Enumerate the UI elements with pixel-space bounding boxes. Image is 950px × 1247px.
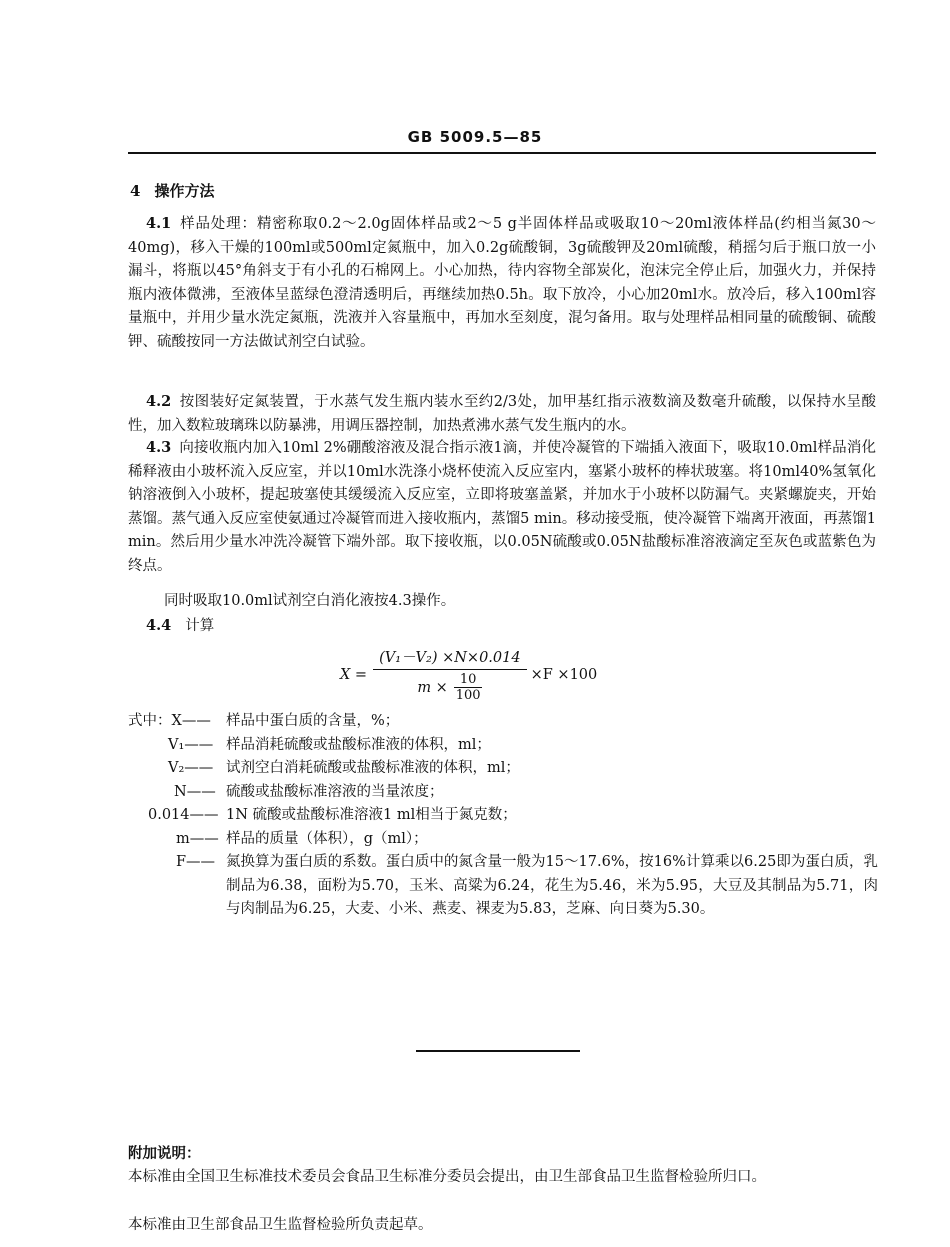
end-divider (416, 1050, 580, 1052)
definition-row (128, 757, 878, 781)
standard-code-header: GB 5009.5—85 (407, 128, 543, 146)
formula-lhs: X = (340, 666, 368, 683)
clause-text: 向接收瓶内加入10ml 2%硼酸溶液及混合指示液1滴，并使冷凝管的下端插入液面下，吸取10.0ml样品消化稀释液由小玻杯流入反应室，并以10ml水洗涤小烧杯使流入反应室内，塞紧小玻杯的棒状玻塞。将10ml40%氢氧化钠溶液倒入小玻杯，提起玻塞使其缓缓流入反应室，立即将玻塞盖紧，并加水于小玻杯以防漏气。夹紧螺旋夹，开始蒸馏。蒸气通入反应室使氨通过冷凝管而进入接收瓶内，蒸馏5 min。移动接受瓶，使冷凝管下端离开液面，再蒸馏1 min。然后用少量水冲洗冷凝管下端外部。取下接收瓶，以0.05N硫酸或0.05N盐酸标准溶液滴定至灰色或蓝紫色为终点。 (128, 440, 876, 574)
clause-text: 样品处理：精密称取0.2～2.0g固体样品或2～5 g半固体样品或吸取10～20ml液体样品(约相当氮30～40mg)，移入干燥的100ml或500ml定氮瓶中，加入0.2g硫酸铜，3g硫酸钾及20ml硫酸，稍摇匀后于瓶口放一小漏斗，将瓶以45°角斜支于有小孔的石棉网上。小心加热，待内容物全部炭化，泡沫完全停止后，加强火力，并保持瓶内液体微沸，至液体呈蓝绿色澄清透明后，再继续加热0.5h。取下放冷，小心加20ml水。放冷后，移入100ml容量瓶中，并用少量水洗定氮瓶，洗液并入容量瓶中，再加水至刻度，混匀备用。取与处理样品相同量的硫酸铜、硫酸钾、硫酸按同一方法做试剂空白试验。 (128, 216, 876, 350)
notes-title: 附加说明： (128, 1145, 201, 1162)
definition-row (128, 710, 878, 734)
section-heading (130, 180, 228, 201)
paragraph-4-2 (128, 390, 876, 438)
definition-row (128, 804, 878, 828)
header-rule (128, 152, 876, 154)
formula-numerator: (V₁－V₂) ×N×0.014 (373, 646, 527, 670)
formula-den-fraction (454, 672, 483, 703)
definition-text: 样品的质量（体积），g（ml）； (226, 830, 428, 847)
definition-text: 样品中蛋白质的含量，%； (226, 713, 400, 729)
definition-row (128, 734, 878, 758)
definition-row (128, 828, 878, 852)
definition-label: F—— (176, 854, 216, 870)
section-title: 操作方法 (154, 182, 215, 200)
formula-fraction (373, 646, 527, 703)
clause-number: 4.4 (146, 617, 172, 634)
definition-text: 试剂空白消耗硫酸或盐酸标准液的体积，ml； (226, 760, 520, 776)
clause-title: 计算 (185, 618, 215, 634)
notes-line-2: 本标准由卫生部食品卫生监督检验所负责起草。 (128, 1217, 433, 1233)
formula-den-frac-num: 10 (454, 672, 483, 688)
paragraph-4-3-blank: 同时吸取10.0ml试剂空白消化液按4.3操作。 (164, 593, 456, 609)
definition-text: 硫酸或盐酸标准溶液的当量浓度； (226, 783, 444, 800)
protein-formula (340, 646, 597, 703)
clause-number: 4.3 (146, 439, 172, 456)
definition-text: 样品消耗硫酸或盐酸标准液的体积，ml； (226, 736, 491, 753)
formula-denominator (417, 670, 482, 703)
definition-text: 氮换算为蛋白质的系数。蛋白质中的氮含量一般为15～17.6%，按16%计算乘以6.25即为蛋白质，乳制品为6.38，面粉为5.70，玉米、高粱为6.24，花生为5.46，米为5.95，大豆及其制品为5.71，肉与肉制品为6.25，大麦、小米、燕麦、裸麦为5.83，芝麻、向日葵为5.30。 (226, 854, 878, 917)
subsection-heading (146, 614, 214, 635)
section-number: 4 (130, 182, 141, 200)
paragraph-4-3 (128, 436, 876, 578)
notes-line-1: 本标准由全国卫生标准技术委员会食品卫生标准分委员会提出，由卫生部食品卫生监督检验所归口。 (128, 1169, 766, 1185)
definition-label: N—— (174, 783, 216, 800)
definition-label: 0.014—— (148, 807, 219, 823)
definition-label: V₂—— (168, 760, 214, 776)
definition-label: V₁—— (168, 736, 214, 753)
clause-text: 按图装好定氮装置，于水蒸气发生瓶内装水至约2/3处，加甲基红指示液数滴及数毫升硫酸，以保持水呈酸性，加入数粒玻璃珠以防暴沸，用调压器控制，加热煮沸水蒸气发生瓶内的水。 (128, 394, 876, 434)
formula-den-frac-den: 100 (455, 688, 481, 703)
variable-definitions (128, 710, 878, 922)
clause-number: 4.2 (146, 393, 172, 410)
definition-label: m—— (176, 830, 219, 847)
definition-row (128, 781, 878, 805)
formula-den-left: m × (417, 679, 448, 696)
formula-tail: ×F ×100 (530, 666, 598, 683)
definition-text: 1N 硫酸或盐酸标准溶液1 ml相当于氮克数； (226, 807, 517, 823)
definition-row-F (128, 851, 878, 922)
clause-number: 4.1 (146, 215, 172, 232)
definition-label: 式中：X—— (128, 713, 211, 729)
paragraph-4-1 (128, 212, 876, 354)
